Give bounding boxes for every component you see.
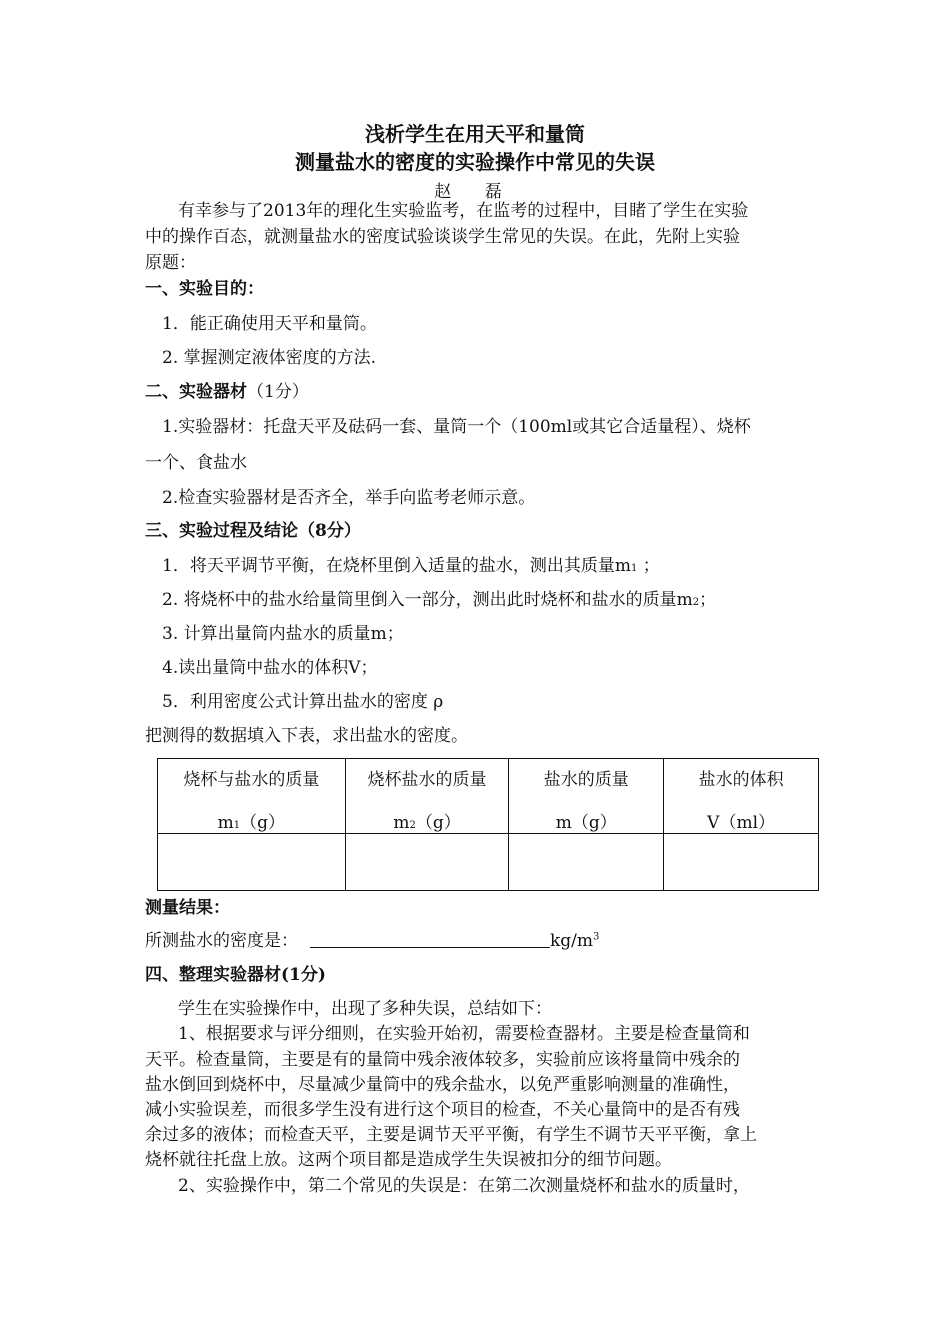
unit-symbol: V（ml） [707,813,776,833]
result-heading: 测量结果： [145,898,230,918]
section-2-heading-line [145,382,309,402]
section-1-item-1: 1．能正确使用天平和量筒。 [162,314,377,334]
result-unit: kg/m [550,931,594,951]
section-3-step-5: 5．利用密度公式计算出盐水的密度 ρ [162,692,444,712]
header-unit [509,808,663,833]
section-2-score: （1分） [247,382,309,402]
step-2-subscript: 2 [692,597,700,608]
intro-line-2: 中的操作百态，就测量盐水的密度试验谈谈学生常见的失误。在此，先附上实验 [145,227,740,247]
header-label: 烧杯与盐水的质量 [183,770,320,790]
table-row [158,834,819,891]
section-3-step-2 [162,590,716,613]
table-cell-empty[interactable] [509,834,664,891]
unit-symbol: m（g） [555,813,617,833]
header-label: 盐水的质量 [543,770,629,790]
unit-symbol: m [393,813,410,833]
title-line-2: 测量盐水的密度的实验操作中常见的失误 [295,150,655,174]
table-header-cell [158,759,346,834]
body-line-2: 1、根据要求与评分细则，在实验开始初，需要检查器材。主要是检查量筒和 [178,1024,750,1044]
section-3-step-1 [162,556,660,579]
unit-text: （g） [240,813,286,833]
fill-instruction: 把测得的数据填入下表，求出盐水的密度。 [145,726,468,746]
result-label: 所测盐水的密度是： [145,931,298,951]
body-line-6: 余过多的液体；而检查天平，主要是调节天平平衡，有学生不调节天平平衡，拿上 [145,1125,757,1145]
step-1-subscript: 1 [630,563,638,574]
section-2-item-1b: 一个、食盐水 [145,453,247,473]
header-unit [158,808,345,833]
density-blank[interactable] [310,931,550,948]
unit-text: （g） [415,813,461,833]
section-2-item-1a: 1.实验器材：托盘天平及砝码一套、量筒一个（100ml或其它合适量程）、烧杯 [162,417,751,437]
body-line-3: 天平。检查量筒，主要是有的量筒中残余液体较多，实验前应该将量筒中残余的 [145,1050,740,1070]
body-line-1: 学生在实验操作中，出现了多种失误，总结如下： [178,999,552,1019]
step-2-text: 2. 将烧杯中的盐水给量筒里倒入一部分，测出此时烧杯和盐水的质量m [162,590,693,610]
body-line-5: 减小实验误差，而很多学生没有进行这个项目的检查，不关心量筒中的是否有残 [145,1100,740,1120]
header-label: 盐水的体积 [698,770,784,790]
step-1-text: 1．将天平调节平衡，在烧杯里倒入适量的盐水，测出其质量m [162,556,631,576]
title-line-1: 浅析学生在用天平和量筒 [365,122,585,146]
result-line [145,931,599,951]
section-4-heading: 四、整理实验器材(1分) [145,965,326,985]
intro-line-3: 原题： [145,253,196,273]
section-2-heading: 二、实验器材 [145,382,247,402]
body-line-7: 烧杯就往托盘上放。这两个项目都是造成学生失误被扣分的细节问题。 [145,1150,672,1170]
section-3-heading: 三、实验过程及结论（8分） [145,521,361,541]
section-3-step-4: 4.读出量筒中盐水的体积V； [162,658,378,678]
unit-symbol: m [217,813,234,833]
data-table [157,758,819,891]
intro-line-1: 有幸参与了2013年的理化生实验监考，在监考的过程中，目睹了学生在实验 [178,201,749,221]
result-unit-superscript: 3 [593,931,600,943]
table-cell-empty[interactable] [345,834,509,891]
unit-subscript: 1 [233,820,241,831]
table-cell-empty[interactable] [664,834,819,891]
table-header-cell [664,759,819,834]
section-3-step-3: 3. 计算出量筒内盐水的质量m； [162,624,404,644]
body-line-8: 2、实验操作中，第二个常见的失误是：在第二次测量烧杯和盐水的质量时， [178,1176,750,1196]
body-line-4: 盐水倒回到烧杯中，尽量减少量筒中的残余盐水，以免严重影响测量的准确性， [145,1075,740,1095]
table-header-row [158,759,819,834]
table-cell-empty[interactable] [158,834,346,891]
header-unit [664,808,818,833]
section-1-heading: 一、实验目的： [145,279,264,299]
step-2-end: ； [699,590,717,610]
author: 赵 磊 [434,182,516,202]
header-label: 烧杯盐水的质量 [367,770,487,790]
step-1-end: ； [637,556,660,576]
section-1-item-2: 2. 掌握测定液体密度的方法. [162,348,377,368]
unit-subscript: 2 [409,820,416,831]
table-header-cell [509,759,664,834]
header-unit [346,808,509,833]
section-2-item-2: 2.检查实验器材是否齐全，举手向监考老师示意。 [162,488,536,508]
table-header-cell [345,759,509,834]
